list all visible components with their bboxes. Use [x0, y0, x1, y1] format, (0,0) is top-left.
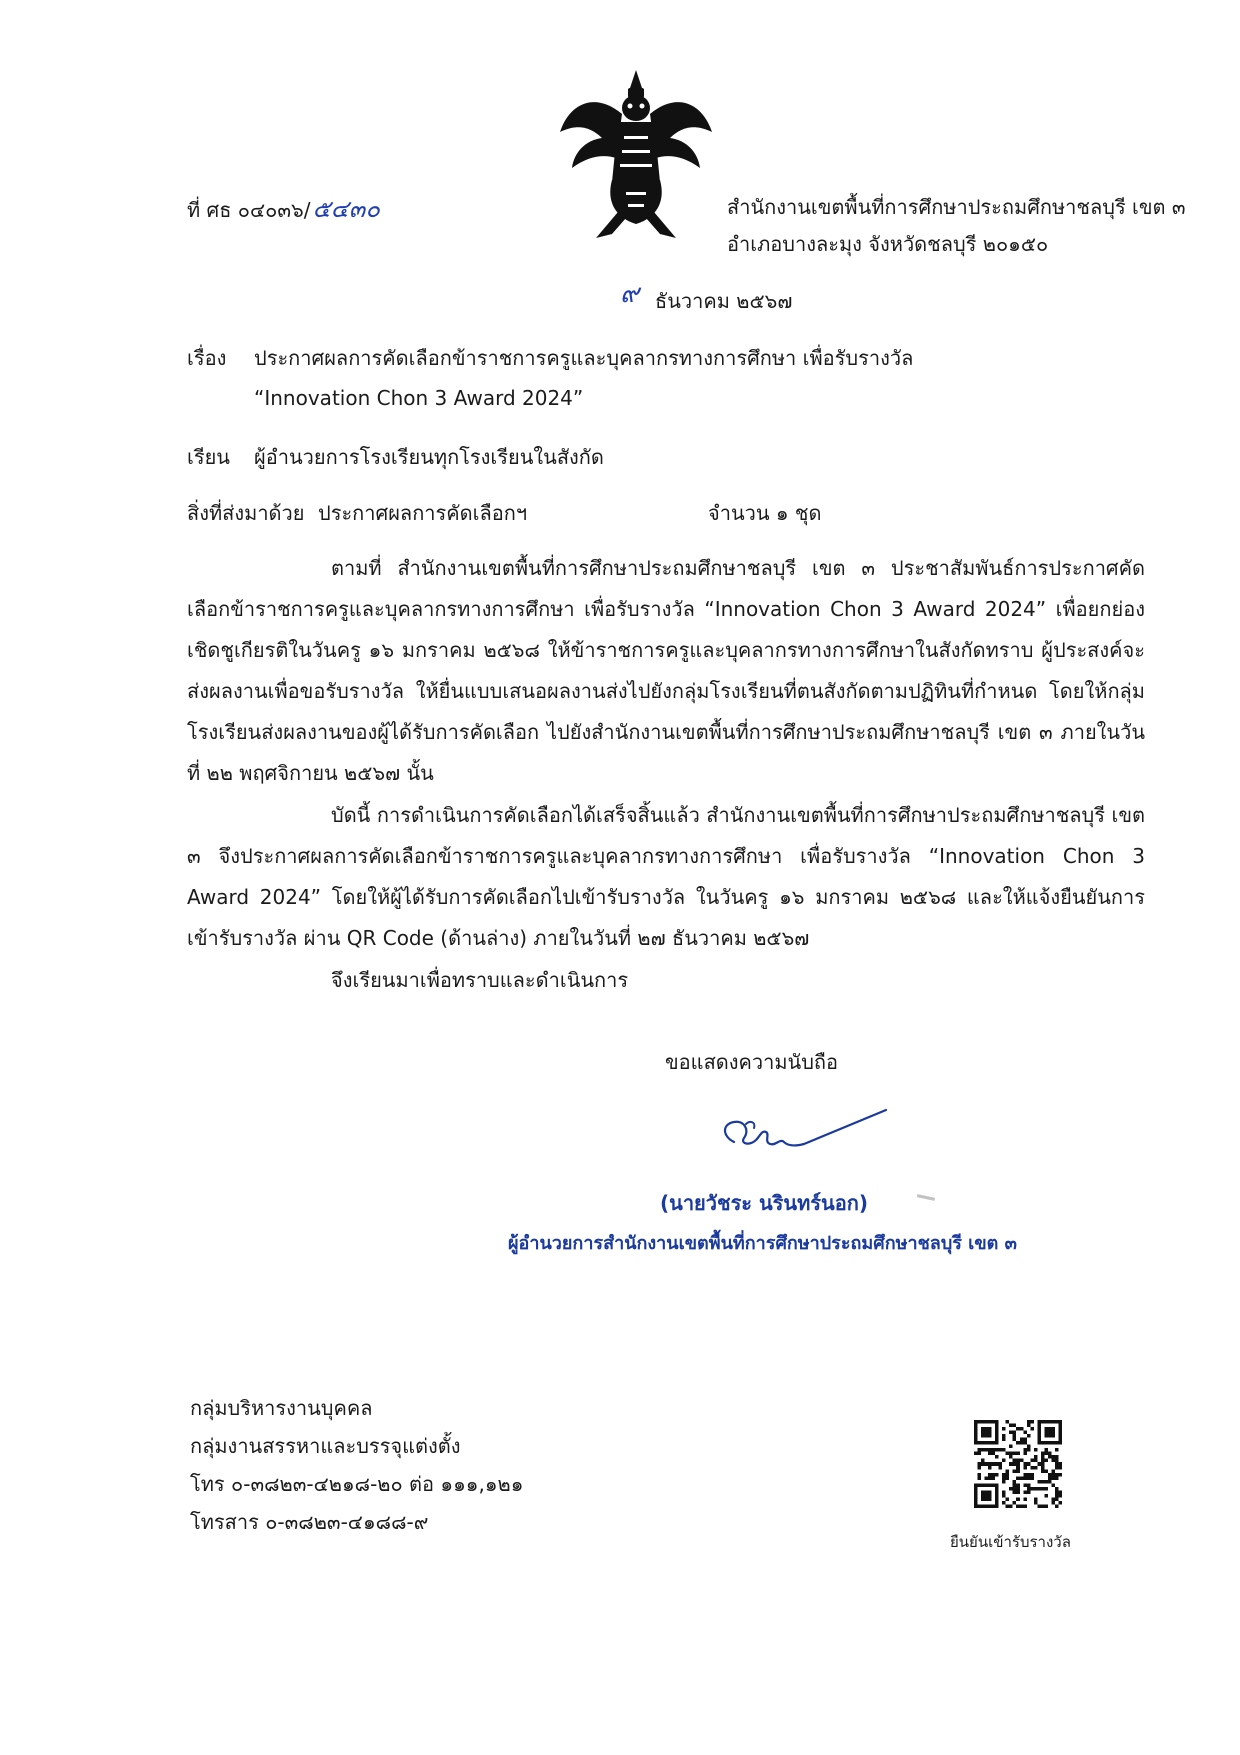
footer-department: กลุ่มบริหารงานบุคคล	[190, 1396, 373, 1420]
recipient-label: เรียน	[187, 445, 230, 469]
ink-mark	[917, 1194, 935, 1201]
date-month-year: ธันวาคม ๒๕๖๗	[655, 289, 793, 313]
body-paragraph-2	[187, 795, 1145, 959]
subject-line-1: ประกาศผลการคัดเลือกข้าราชการครูและบุคลากรทางการศึกษา เพื่อรับรางวัล	[254, 346, 914, 370]
garuda-emblem-icon	[556, 62, 716, 244]
subject-line-2: “Innovation Chon 3 Award 2024”	[254, 386, 584, 410]
enclosure-quantity: จำนวน ๑ ชุด	[708, 501, 822, 525]
document-number-handwritten: ๕๔๓๐	[312, 195, 380, 223]
document-date	[620, 279, 793, 313]
footer-section: กลุ่มงานสรรหาและบรรจุแต่งตั้ง	[190, 1434, 461, 1458]
qr-caption: ยืนยันเข้ารับรางวัล	[950, 1533, 1071, 1551]
document-number-prefix: ที่ ศธ ๐๔๐๓๖/	[187, 198, 311, 222]
subject-label: เรื่อง	[187, 346, 227, 370]
enclosure-label: สิ่งที่ส่งมาด้วย	[187, 501, 305, 525]
body-paragraph-1-text: ตามที่ สำนักงานเขตพื้นที่การศึกษาประถมศึกษาชลบุรี เขต ๓ ประชาสัมพันธ์การประกาศคัดเลือกข้าราชการครูและบุคลากรทางการศึกษา เพื่อรับรางวัล “Innovation Chon 3 Award 2024” เพื่อยกย่องเชิดชูเกียรติในวันครู ๑๖ มกราคม ๒๕๖๘ ให้ข้าราชการครูและบุคลากรทางการศึกษาในสังกัดทราบ ผู้ประสงค์จะส่งผลงานเพื่อขอรับรางวัล ให้ยื่นแบบเสนอผลงานส่งไปยังกลุ่มโรงเรียนที่ตนสังกัดตามปฏิทินที่กำหนด โดยให้กลุ่มโรงเรียนส่งผลงานของผู้ได้รับการคัดเลือก ไปยังสำนักงานเขตพื้นที่การศึกษาประถมศึกษาชลบุรี เขต ๓ ภายในวันที่ ๒๒ พฤศจิกายน ๒๕๖๗ นั้น	[187, 556, 1145, 785]
footer-phone: โทร ๐-๓๘๒๓-๔๒๑๘-๒๐ ต่อ ๑๑๑,๑๒๑	[190, 1472, 524, 1496]
regards-text: ขอแสดงความนับถือ	[665, 1050, 839, 1074]
qr-code-icon[interactable]	[974, 1420, 1062, 1508]
date-day-handwritten: ๙	[620, 279, 640, 309]
signer-name: (นายวัชระ นรินทร์นอก)	[660, 1191, 868, 1215]
handwritten-signature-icon	[700, 1102, 890, 1162]
body-paragraph-2-text: บัดนี้ การดำเนินการคัดเลือกได้เสร็จสิ้นแล้ว สำนักงานเขตพื้นที่การศึกษาประถมศึกษาชลบุรี เขต ๓ จึงประกาศผลการคัดเลือกข้าราชการครูและบุคลากรทางการศึกษา เพื่อรับรางวัล “Innovation Chon 3 Award 2024” โดยให้ผู้ได้รับการคัดเลือกไปเข้ารับรางวัล ในวันครู ๑๖ มกราคม ๒๕๖๘ และให้แจ้งยืนยันการเข้ารับรางวัล ผ่าน QR Code (ด้านล่าง) ภายในวันที่ ๒๗ ธันวาคม ๒๕๖๗	[187, 803, 1145, 950]
agency-address: อำเภอบางละมุง จังหวัดชลบุรี ๒๐๑๕๐	[727, 232, 1049, 256]
footer-fax: โทรสาร ๐-๓๘๒๓-๔๑๘๘-๙	[190, 1510, 429, 1534]
closing-text: จึงเรียนมาเพื่อทราบและดำเนินการ	[331, 968, 629, 992]
document-number	[187, 197, 380, 221]
signer-position: ผู้อำนวยการสำนักงานเขตพื้นที่การศึกษาประถมศึกษาชลบุรี เขต ๓	[508, 1233, 1017, 1254]
recipient-text: ผู้อำนวยการโรงเรียนทุกโรงเรียนในสังกัด	[254, 445, 604, 469]
agency-name: สำนักงานเขตพื้นที่การศึกษาประถมศึกษาชลบุรี เขต ๓	[727, 195, 1186, 219]
enclosure-text: ประกาศผลการคัดเลือกฯ	[318, 501, 528, 525]
body-paragraph-1	[187, 548, 1145, 794]
